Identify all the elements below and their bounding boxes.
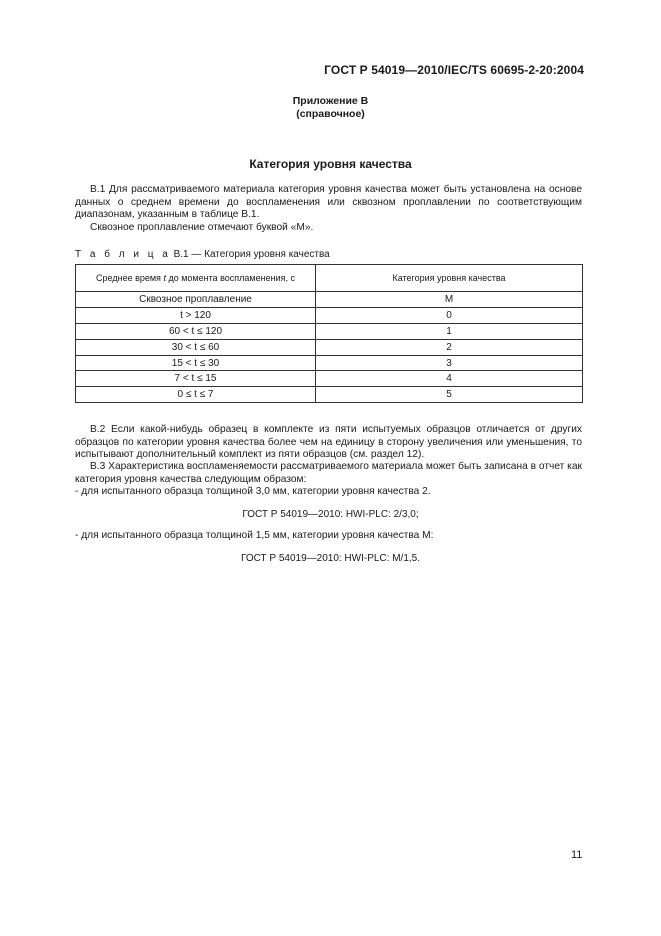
annex-type: (справочное) xyxy=(296,108,365,120)
table-row xyxy=(76,292,583,308)
cell-range: t > 120 xyxy=(76,307,316,323)
cell-category: 1 xyxy=(316,323,583,339)
table-header-row xyxy=(76,265,583,292)
annex-title: Приложение B xyxy=(292,95,369,107)
table-row xyxy=(76,307,583,323)
cell-range: 30 < t ≤ 60 xyxy=(76,339,316,355)
cell-category: 2 xyxy=(316,339,583,355)
annex-heading xyxy=(0,95,661,121)
cell-range: 7 < t ≤ 15 xyxy=(76,371,316,387)
table-caption-text: В.1 — Категория уровня качества xyxy=(173,249,330,260)
example-item-2: - для испытанного образца толщиной 1,5 мм, категории уровня качества М: xyxy=(75,530,434,541)
header-ignition-time: Среднее время t до момента воспламенения, с xyxy=(76,265,316,292)
table-row xyxy=(76,355,583,371)
standard-code-header: ГОСТ Р 54019—2010/IEC/TS 60695-2-20:2004 xyxy=(324,63,584,77)
table-row xyxy=(76,371,583,387)
example-item-1: - для испытанного образца толщиной 3,0 мм, категории уровня качества 2. xyxy=(75,486,431,497)
table-row xyxy=(76,339,583,355)
page-number: 11 xyxy=(571,849,583,861)
cell-category: 3 xyxy=(316,355,583,371)
paragraph-b3: В.3 Характеристика воспламеняемости рассматриваемого материала может быть записана в отчет как категория уровня качества следующим образом: xyxy=(75,461,582,485)
table-row xyxy=(76,323,583,339)
cell-category: M xyxy=(316,292,583,308)
example-code-1: ГОСТ Р 54019—2010: HWI-PLC: 2/3,0; xyxy=(242,509,419,520)
cell-category: 5 xyxy=(316,387,583,403)
paragraph-b1: В.1 Для рассматриваемого материала категория уровня качества может быть установлена на основе данных о среднем времени до воспламенения или сквозном проплавлении по соответствующим диапазонам, указанным в таблице В.1. xyxy=(75,184,582,221)
cell-range: Сквозное проплавление xyxy=(76,292,316,308)
cell-range: 15 < t ≤ 30 xyxy=(76,355,316,371)
cell-category: 0 xyxy=(316,307,583,323)
example-code-2: ГОСТ Р 54019—2010: HWI-PLC: M/1,5. xyxy=(240,553,421,564)
cell-range: 0 ≤ t ≤ 7 xyxy=(76,387,316,403)
section-title: Категория уровня качества xyxy=(249,157,412,171)
paragraph-b2: В.2 Если какой-нибудь образец в комплекте из пяти испытуемых образцов отличается от других образцов по категории уровня качества более чем на единицу в сторону увеличения или уменьшения, то испытывают дополнительный комплект из пяти образцов (см. раздел 12). xyxy=(75,424,582,461)
cell-category: 4 xyxy=(316,371,583,387)
quality-category-table xyxy=(75,264,583,403)
paragraph-b1-note: Сквозное проплавление отмечают буквой «М». xyxy=(90,222,314,233)
table-caption xyxy=(75,249,330,260)
cell-range: 60 < t ≤ 120 xyxy=(76,323,316,339)
table-row xyxy=(76,387,583,403)
table-caption-label: Т а б л и ц а xyxy=(75,249,171,260)
header-quality-category: Категория уровня качества xyxy=(316,265,583,292)
